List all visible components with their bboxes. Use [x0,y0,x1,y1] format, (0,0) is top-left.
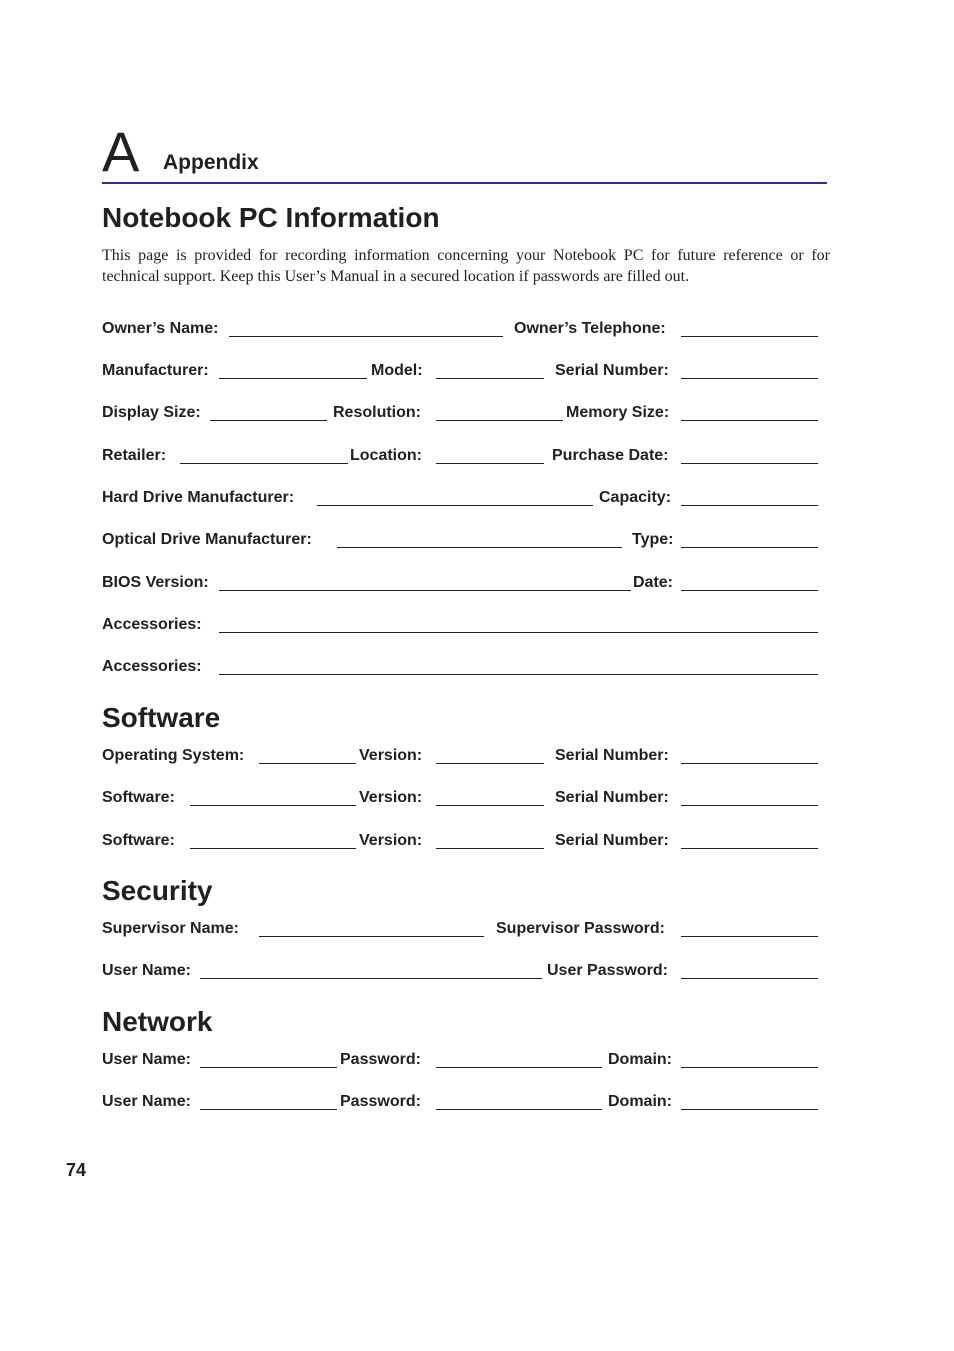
location-field[interactable] [436,463,544,464]
resolution-label: Resolution: [333,404,421,421]
hard-drive-row [102,488,818,510]
software-heading: Software [102,702,221,733]
operating-system-field[interactable] [259,763,356,764]
password-label: Password: [340,1051,421,1068]
version-label: Version: [359,789,423,806]
memory-size-field[interactable] [681,420,818,421]
domain-field[interactable] [681,1109,818,1110]
retailer-field[interactable] [180,463,348,464]
model-field[interactable] [436,378,544,379]
serial-number-field[interactable] [681,805,818,806]
type-label: Type: [632,531,674,548]
display-size-label: Display Size: [102,404,201,421]
purchase-date-label: Purchase Date: [552,447,669,464]
memory-size-label: Memory Size: [566,404,670,421]
software-row [102,831,818,853]
page-number: 74 [66,1160,87,1180]
user-name-label: User Name: [102,962,191,979]
user-name-field[interactable] [200,978,542,979]
domain-field[interactable] [681,1067,818,1068]
retailer-row [102,446,818,468]
software-row [102,788,818,810]
type-field[interactable] [681,547,818,548]
purchase-date-field[interactable] [681,463,818,464]
accessories-label: Accessories: [102,616,202,633]
owner-telephone-label: Owner’s Telephone: [514,320,666,337]
user-password-field[interactable] [681,978,818,979]
user-name-label: User Name: [102,1093,191,1110]
version-field[interactable] [436,763,544,764]
owner-row [102,319,818,341]
version-field[interactable] [436,848,544,849]
serial-number-field[interactable] [681,848,818,849]
network-row [102,1050,818,1072]
domain-label: Domain: [608,1093,672,1110]
software-field[interactable] [190,848,356,849]
network-heading: Network [102,1006,213,1037]
accessories-row [102,615,818,637]
retailer-label: Retailer: [102,447,167,464]
software-label: Software: [102,789,175,806]
accessories-row [102,657,818,679]
hard-drive-manufacturer-field[interactable] [317,505,593,506]
optical-drive-row [102,530,818,552]
supervisor-password-label: Supervisor Password: [496,920,665,937]
version-field[interactable] [436,805,544,806]
accessories-field[interactable] [219,674,818,675]
domain-label: Domain: [608,1051,672,1068]
header-rule [102,182,827,184]
owner-telephone-field[interactable] [681,336,818,337]
serial-number-label: Serial Number: [555,362,669,379]
model-label: Model: [371,362,423,379]
software-label: Software: [102,832,175,849]
user-row [102,961,818,983]
password-field[interactable] [436,1109,602,1110]
version-label: Version: [359,832,423,849]
resolution-field[interactable] [436,420,563,421]
manufacturer-row [102,361,818,383]
appendix-letter: A [102,120,140,183]
software-field[interactable] [190,805,356,806]
supervisor-name-field[interactable] [259,936,484,937]
accessories-field[interactable] [219,632,818,633]
serial-number-label: Serial Number: [555,832,669,849]
capacity-field[interactable] [681,505,818,506]
user-name-label: User Name: [102,1051,191,1068]
page-header [102,122,827,185]
optical-drive-manufacturer-field[interactable] [337,547,622,548]
display-row [102,403,818,425]
section-label: Appendix [163,151,259,174]
page-title: Notebook PC Information [102,202,440,233]
supervisor-name-label: Supervisor Name: [102,920,239,937]
intro-paragraph: This page is provided for recording information concerning your Notebook PC for future reference or for technical support. Keep this User’s Manual in a secured location if passwords are filled out. [102,247,830,285]
network-row [102,1092,818,1114]
serial-number-label: Serial Number: [555,747,669,764]
accessories-label: Accessories: [102,658,202,675]
hard-drive-manufacturer-label: Hard Drive Manufacturer: [102,489,295,506]
date-field[interactable] [681,590,818,591]
password-field[interactable] [436,1067,602,1068]
user-password-label: User Password: [547,962,668,979]
supervisor-password-field[interactable] [681,936,818,937]
owner-name-field[interactable] [229,336,503,337]
optical-drive-manufacturer-label: Optical Drive Manufacturer: [102,531,312,548]
capacity-label: Capacity: [599,489,672,506]
display-size-field[interactable] [210,420,327,421]
supervisor-row [102,919,818,941]
version-label: Version: [359,747,423,764]
bios-version-field[interactable] [219,590,631,591]
manufacturer-label: Manufacturer: [102,362,209,379]
operating-system-row [102,746,818,768]
serial-number-field[interactable] [681,378,818,379]
manufacturer-field[interactable] [219,378,367,379]
owner-name-label: Owner’s Name: [102,320,219,337]
serial-number-field[interactable] [681,763,818,764]
serial-number-label: Serial Number: [555,789,669,806]
date-label: Date: [633,574,674,591]
user-name-field[interactable] [200,1109,337,1110]
bios-version-label: BIOS Version: [102,574,209,591]
security-heading: Security [102,875,213,906]
bios-row [102,573,818,595]
user-name-field[interactable] [200,1067,337,1068]
location-label: Location: [350,447,422,464]
operating-system-label: Operating System: [102,747,245,764]
password-label: Password: [340,1093,421,1110]
